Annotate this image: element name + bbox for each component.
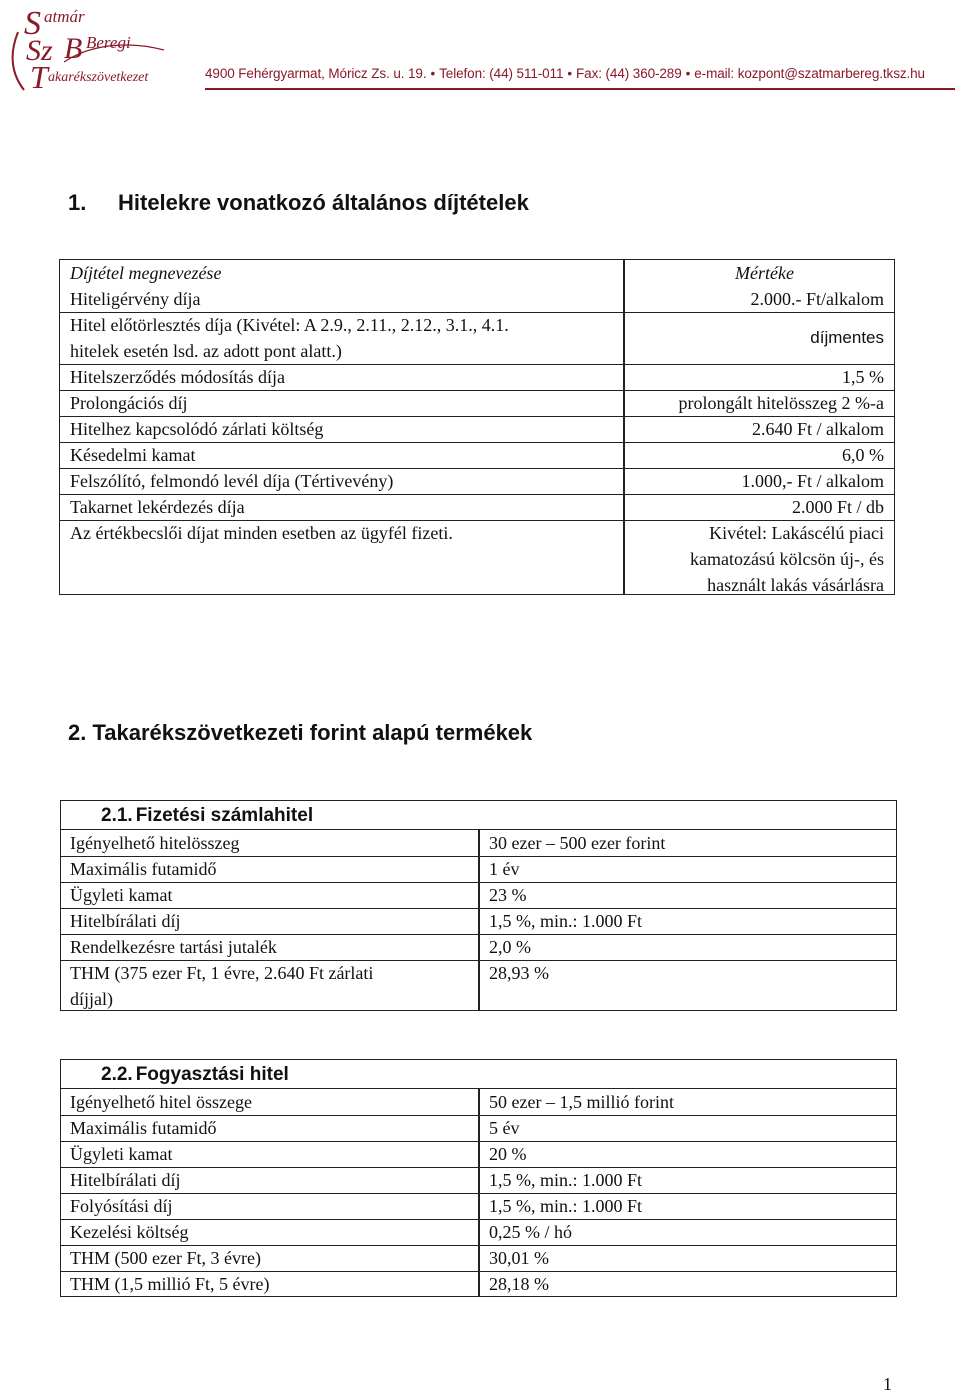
company-logo <box>4 2 204 96</box>
section-number: 1. <box>68 190 87 215</box>
section-2-heading <box>68 720 532 746</box>
row-label: Kezelési költség <box>70 1222 189 1242</box>
row-value: 1.000,- Ft / alkalom <box>741 471 884 491</box>
header-label: Díjtétel megnevezése <box>70 263 222 283</box>
row-label: Maximális futamidő <box>70 859 217 879</box>
table-title-text: Fizetési számlahitel <box>135 805 314 826</box>
row-value: díjmentes <box>810 328 884 347</box>
row-value: 28,93 % <box>489 963 549 983</box>
row-value: 2.000 Ft / db <box>791 497 884 517</box>
bullet-icon: • <box>685 66 691 81</box>
table-number: 2.2. <box>101 1064 133 1085</box>
row-label: Ügyleti kamat <box>70 1144 173 1164</box>
row-label: hitelek esetén lsd. az adott pont alatt.) <box>70 341 342 361</box>
row-label: THM (1,5 millió Ft, 5 évre) <box>70 1274 270 1294</box>
row-value: 2,0 % <box>489 937 531 957</box>
table-row <box>60 312 894 364</box>
logo-initial-s: S <box>24 5 41 42</box>
row-label: Igényelhető hitel összege <box>70 1092 252 1112</box>
row-label: Prolongációs díj <box>70 393 188 413</box>
row-label: Maximális futamidő <box>70 1118 217 1138</box>
row-label: Hitelbírálati díj <box>70 1170 181 1190</box>
row-label: Takarnet lekérdezés díja <box>70 497 245 517</box>
section-title: Takarékszövetkezeti forint alapú termékek <box>92 720 533 745</box>
logo-initial-t: T <box>30 59 48 95</box>
header-rule <box>205 88 955 90</box>
row-value: 1,5 %, min.: 1.000 Ft <box>489 1170 643 1190</box>
row-label: Folyósítási díj <box>70 1196 173 1216</box>
row-value: prolongált hitelösszeg 2 %-a <box>678 393 884 413</box>
row-value: Kivétel: Lakáscélú piaci <box>709 523 884 543</box>
row-value: 1,5 %, min.: 1.000 Ft <box>489 1196 643 1216</box>
table-title-text: Fogyasztási hitel <box>135 1064 289 1085</box>
row-label: Hitelbírálati díj <box>70 911 181 931</box>
logo-initial-sz: Sz <box>26 34 53 67</box>
row-value: 50 ezer – 1,5 millió forint <box>489 1092 674 1112</box>
row-value: 0,25 % / hó <box>489 1222 572 1242</box>
row-label: Késedelmi kamat <box>70 445 196 465</box>
table-row <box>61 960 896 1010</box>
table-title <box>101 803 313 829</box>
logo-line1: atmár <box>44 7 85 26</box>
logo-line3: akarékszövetkezet <box>48 70 149 85</box>
row-label: Igényelhető hitelösszeg <box>70 833 240 853</box>
table-title <box>101 1062 289 1088</box>
row-value: 1 év <box>489 859 520 879</box>
row-value: 2.000.- Ft/alkalom <box>750 289 884 309</box>
logo-initial-b: B <box>64 32 83 65</box>
row-value: 1,5 %, min.: 1.000 Ft <box>489 911 643 931</box>
phone: Telefon: (44) 511-011 <box>439 66 564 81</box>
table-row <box>60 520 894 596</box>
row-label: Rendelkezésre tartási jutalék <box>70 937 277 957</box>
section-number: 2. <box>68 720 87 745</box>
section-1-heading <box>68 190 529 216</box>
table-number: 2.1. <box>101 805 133 826</box>
header-value: Mértéke <box>735 263 794 283</box>
row-label: Hitelszerződés módosítás díja <box>70 367 285 387</box>
section-title: Hitelekre vonatkozó általános díjtételek <box>118 190 529 215</box>
row-value: 20 % <box>489 1144 527 1164</box>
row-value: használt lakás vásárlásra <box>707 575 884 595</box>
bullet-icon: • <box>567 66 573 81</box>
row-label: Hitelhez kapcsolódó zárlati költség <box>70 419 324 439</box>
row-label: Hitel előtörlesztés díja (Kivétel: A 2.9., 2.11., 2.12., 3.1., 4.1. <box>70 315 509 335</box>
email-link[interactable]: e-mail: kozpont@szatmarbereg.tksz.hu <box>694 66 925 81</box>
table-fizetesi-szamlahitel <box>60 800 897 1011</box>
table-fogyasztasi-hitel <box>60 1059 897 1297</box>
row-value: kamatozású kölcsön új-, és <box>690 549 884 569</box>
row-label: Felszólító, felmondó levél díja (Tértivevény) <box>70 471 394 491</box>
row-value: 23 % <box>489 885 527 905</box>
row-value: 2.640 Ft / alkalom <box>752 419 884 439</box>
row-value: 28,18 % <box>489 1274 549 1294</box>
logo-line2: Beregi <box>86 33 131 52</box>
column-divider <box>478 1088 480 1296</box>
fax: Fax: (44) 360-289 <box>576 66 682 81</box>
row-label: THM (500 ezer Ft, 3 évre) <box>70 1248 261 1268</box>
row-label: díjjal) <box>70 989 113 1009</box>
address: 4900 Fehérgyarmat, Móricz Zs. u. 19. <box>205 66 427 81</box>
letterhead <box>0 0 960 100</box>
row-label: Az értékbecslői díjat minden esetben az ügyfél fizeti. <box>70 523 453 543</box>
page-number: 1 <box>883 1374 892 1394</box>
row-value: 30 ezer – 500 ezer forint <box>489 833 666 853</box>
contact-line <box>205 66 925 81</box>
row-value: 5 év <box>489 1118 520 1138</box>
row-value: 1,5 % <box>842 367 884 387</box>
row-label: Ügyleti kamat <box>70 885 173 905</box>
row-value: 30,01 % <box>489 1248 549 1268</box>
row-label: THM (375 ezer Ft, 1 évre, 2.640 Ft zárlati <box>70 963 374 983</box>
bullet-icon: • <box>430 66 436 81</box>
fee-table <box>59 259 895 595</box>
row-value: 6,0 % <box>842 445 884 465</box>
row-label: Hiteligérvény díja <box>70 289 201 309</box>
